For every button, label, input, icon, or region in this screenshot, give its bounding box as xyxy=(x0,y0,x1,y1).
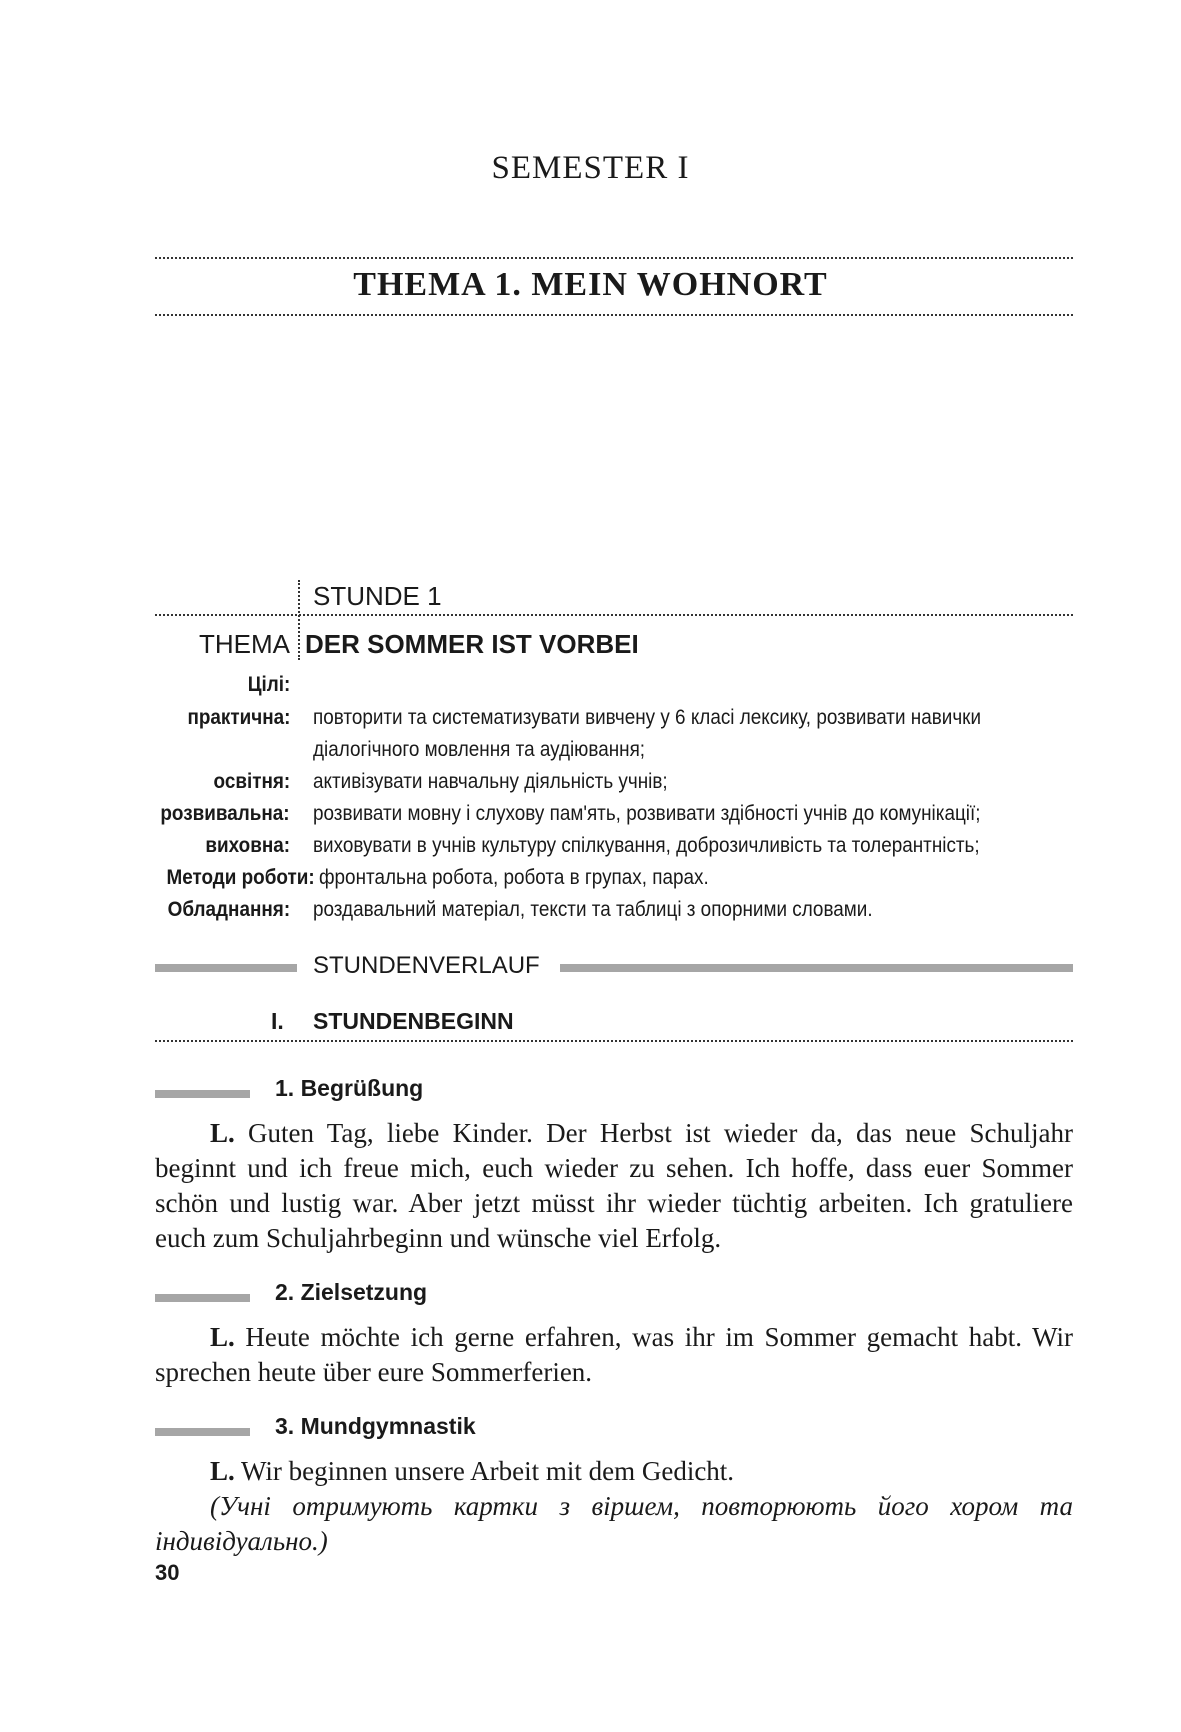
section-title: STUNDENBEGINN xyxy=(313,1008,514,1034)
dotted-rule xyxy=(155,314,1073,316)
grey-bar xyxy=(155,1294,250,1302)
lesson-topic: DER SOMMER IST VORBEI xyxy=(305,629,639,659)
dotted-rule xyxy=(155,1040,1073,1042)
step-title: 3. Mundgymnastik xyxy=(275,1413,476,1439)
stage-direction: (Учні отримують картки з віршем, повторюють його хором та індивідуально.) xyxy=(155,1491,1073,1556)
goal-label-educational: освітня: xyxy=(213,770,290,793)
goal-label-developmental: розвивальна: xyxy=(160,802,290,825)
goal-value-educational: активізувати навчальну діяльність учнів; xyxy=(313,770,668,793)
lesson-flow-heading: STUNDENVERLAUF xyxy=(313,952,540,979)
goal-label-upbringing: виховна: xyxy=(205,834,290,857)
step-text xyxy=(155,1116,1073,1256)
methods-label: Методи роботи: xyxy=(166,866,315,889)
goal-value-practical: повторити та систематизувати вивчену у 6 класі лексику, розвивати навички xyxy=(313,706,981,729)
speaker-label: L. xyxy=(210,1118,235,1148)
grey-bar xyxy=(155,964,297,972)
step-text xyxy=(155,1320,1073,1390)
step-title: 1. Begrüßung xyxy=(275,1075,424,1101)
goal-value-practical-cont: діалогічного мовлення та аудіювання; xyxy=(313,738,646,761)
methods-value: фронтальна робота, робота в групах, парах. xyxy=(319,866,709,889)
semester-heading: SEMESTER I xyxy=(491,150,690,186)
step-title: 2. Zielsetzung xyxy=(275,1279,428,1305)
speaker-label: L. xyxy=(210,1322,235,1352)
speaker-label: L. xyxy=(210,1456,235,1486)
teacher-speech: Guten Tag, liebe Kinder. Der Herbst ist wieder da, das neue Schuljahr beginnt und ich freue mich, euch wieder zu sehen. Ich hoffe, dass euer Sommer schön und lustig war. Aber jetzt müsst ihr wieder tüchtig arbeiten. Ich gratuliere euch zum Schuljahrbeginn und wünsche viel Erfolg. xyxy=(155,1118,1074,1253)
dotted-rule xyxy=(155,614,1073,616)
grey-bar xyxy=(155,1090,250,1098)
teacher-speech: Heute möchte ich gerne erfahren, was ihr im Sommer gemacht habt. Wir sprechen heute über eure Sommerferien. xyxy=(155,1322,1074,1387)
grey-bar xyxy=(155,1428,250,1436)
page-number: 30 xyxy=(155,1560,180,1585)
goals-heading: Цілі: xyxy=(247,673,290,696)
lesson-topic-label: THEMA xyxy=(199,629,290,659)
goal-value-developmental: розвивати мовну і слухову пам'ять, розвивати здібності учнів до комунікації; xyxy=(313,802,981,825)
goal-label-practical: практична: xyxy=(186,706,290,729)
equipment-value: роздавальний матеріал, тексти та таблиці з опорними словами. xyxy=(313,898,873,921)
step-text xyxy=(155,1454,1073,1489)
teacher-speech: Wir beginnen unsere Arbeit mit dem Gedicht. xyxy=(241,1456,735,1486)
dotted-divider xyxy=(298,580,300,660)
lesson-number: STUNDE 1 xyxy=(313,581,442,611)
dotted-rule xyxy=(155,257,1073,259)
section-number: I. xyxy=(271,1008,284,1034)
equipment-label: Обладнання: xyxy=(167,898,290,921)
grey-bar xyxy=(560,964,1073,972)
goal-value-upbringing: виховувати в учнів культуру спілкування, доброзичливість та толерантність; xyxy=(313,834,980,857)
topic-title: THEMA 1. MEIN WOHNORT xyxy=(353,266,828,303)
